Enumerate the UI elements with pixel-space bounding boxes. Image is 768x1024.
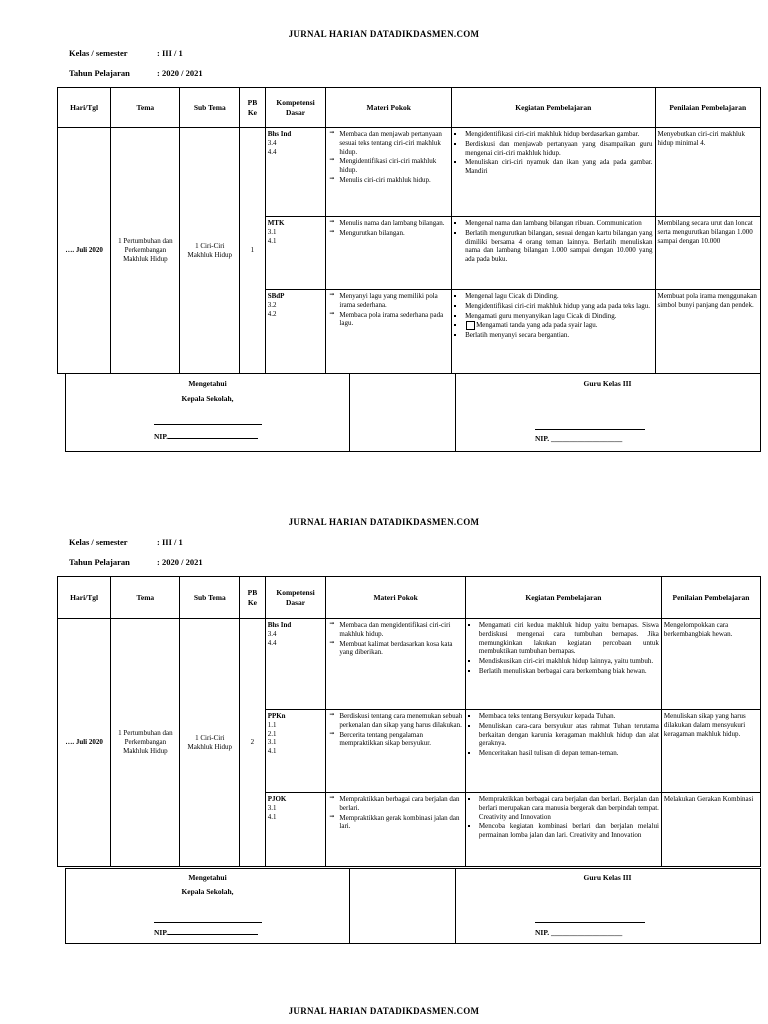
header-kegiatan: Kegiatan Pembelajaran bbox=[465, 577, 661, 619]
kd-item: 1.1 bbox=[267, 720, 277, 729]
kegiatan-item: ▪ Berlatih menyanyi secara bergantian. bbox=[465, 331, 652, 340]
next-journal-title: JURNAL HARIAN DATADIKDASMEN.COM bbox=[288, 1006, 480, 1016]
penilaian-cell: Membilang secara urut dan loncat serta mengurutkan bilangan 1.000 sampai dengan 10.000 bbox=[655, 217, 760, 290]
materi-cell bbox=[326, 710, 466, 793]
signature-right bbox=[455, 374, 760, 451]
table-row bbox=[58, 619, 761, 710]
header-materi: Materi Pokok bbox=[326, 577, 466, 619]
materi-item: ➞ Mempraktikkan gerak kombinasi jalan dan lari. bbox=[339, 814, 463, 832]
kegiatan-item: ▪ Mencoba kegiatan kombinasi berlari dan berjalan melalui permainan lomba jalan dan lari. Creativity and Innovation bbox=[479, 822, 659, 840]
materi-item: ➞ Menulis nama dan lambang bilangan. bbox=[339, 219, 449, 228]
kd-cell bbox=[265, 619, 326, 710]
header-kegiatan: Kegiatan Pembelajaran bbox=[452, 88, 655, 128]
materi-item: ➞ Menyanyi lagu yang memiliki pola irama sederhana. bbox=[339, 292, 449, 310]
nip-left bbox=[154, 432, 258, 441]
tema-cell: 1 Pertumbuhan dan Perkembangan Makhluk Hidup bbox=[111, 128, 180, 374]
signature-line bbox=[535, 429, 645, 430]
signature-right bbox=[455, 869, 760, 943]
kegiatan-cell bbox=[465, 619, 661, 710]
guru-kelas-label: Guru Kelas III bbox=[583, 379, 632, 388]
kepala-sekolah-label: Kepala Sekolah, bbox=[181, 887, 234, 896]
kd-item: 3.4 bbox=[267, 629, 277, 638]
signature-left bbox=[66, 869, 350, 943]
tahun-value: : 2020 / 2021 bbox=[157, 557, 203, 567]
journal-title: JURNAL HARIAN DATADIKDASMEN.COM bbox=[288, 517, 480, 527]
kd-cell bbox=[265, 710, 326, 793]
signature-middle bbox=[349, 374, 456, 451]
kelas-value: : III / 1 bbox=[157, 537, 183, 547]
kegiatan-item: ▪ Berlatih mengurutkan bilangan, sesuai dengan kartu bilangan yang dimiliki bersama 4 orang teman lainnya. Berlatih menuliskan nama dan lambang bilangan 1.000 sampai dengan 10.000 yang ada pada buku. bbox=[465, 229, 652, 264]
mengetahui-label: Mengetahui bbox=[188, 873, 227, 882]
materi-cell bbox=[326, 128, 452, 217]
materi-item: ➞ Membaca pola irama sederhana pada lagu. bbox=[339, 311, 449, 329]
kd-item: 3.1 bbox=[267, 227, 277, 236]
materi-item: ➞ Membuat kalimat berdasarkan kosa kata yang diberikan. bbox=[339, 640, 463, 658]
header-materi: Materi Pokok bbox=[326, 88, 452, 128]
nip-label: NIP. bbox=[154, 928, 169, 937]
kd-cell bbox=[265, 128, 326, 217]
tahun-pelajaran bbox=[69, 68, 203, 78]
kd-item: 3.4 bbox=[267, 138, 277, 147]
kegiatan-cell bbox=[465, 710, 661, 793]
kegiatan-item: ▪ Berlatih menuliskan berbagai cara berkembang biak hewan. bbox=[479, 667, 659, 676]
kelas-label: Kelas / semester bbox=[69, 48, 128, 58]
journal-table bbox=[57, 576, 761, 867]
kegiatan-text: Mengamati tanda yang ada pada syair lagu. bbox=[476, 321, 598, 330]
subtema-cell: 1 Ciri-Ciri Makhluk Hidup bbox=[180, 128, 240, 374]
header-penilaian: Penilaian Pembelajaran bbox=[655, 88, 760, 128]
tema-cell: 1 Pertumbuhan dan Perkembangan Makhluk Hidup bbox=[111, 619, 180, 867]
subject-label: PJOK bbox=[267, 795, 287, 803]
header-penilaian: Penilaian Pembelajaran bbox=[661, 577, 760, 619]
nip-right: NIP. ___________________ bbox=[535, 928, 623, 937]
signature-block bbox=[65, 373, 761, 452]
mengetahui-label: Mengetahui bbox=[188, 379, 227, 388]
kelas-label: Kelas / semester bbox=[69, 537, 128, 547]
kegiatan-item: ▪ Mengamati ciri kedua makhluk hidup yaitu bernapas. Siswa berdiskusi mengenai cara tumbuhan bernapas. Jika memungkinkan lakukan kegiatan percobaan untuk membuktikan tumbuhan bernapas. bbox=[479, 621, 659, 656]
penilaian-cell: Menyebutkan ciri-ciri makhluk hidup minimal 4. bbox=[655, 128, 760, 217]
kegiatan-item: ▪ Mengamati guru menyanyikan lagu Cicak di Dinding. bbox=[465, 312, 652, 321]
subtema-cell: 1 Ciri-Ciri Makhluk Hidup bbox=[180, 619, 240, 867]
materi-item: ➞ Berdiskusi tentang cara menemukan sebuah perkenalan dan sikap yang harus dilakukan. bbox=[339, 712, 463, 730]
journal-title: JURNAL HARIAN DATADIKDASMEN.COM bbox=[288, 29, 480, 39]
square-symbol-icon bbox=[466, 321, 475, 330]
pb-cell: 1 bbox=[240, 128, 266, 374]
header-pb: PB Ke bbox=[240, 88, 266, 128]
subject-label: SBdP bbox=[267, 292, 285, 300]
materi-cell bbox=[326, 217, 452, 290]
tahun-label: Tahun Pelajaran bbox=[69, 557, 130, 567]
materi-item: ➞ Membaca dan mengidentifikasi ciri-ciri makhluk hidup. bbox=[339, 621, 463, 639]
kegiatan-item: ▪ Mengidentifikasi ciri-ciri makhluk hidup berdasarkan gambar. bbox=[465, 130, 652, 139]
header-tema: Tema bbox=[111, 577, 180, 619]
penilaian-cell: Mengelompokkan cara berkembangbiak hewan. bbox=[661, 619, 760, 710]
kelas-value: : III / 1 bbox=[157, 48, 183, 58]
materi-item: ➞ Mempraktikkan berbagai cara berjalan dan berlari. bbox=[339, 795, 463, 813]
kegiatan-item: ▪ Mengenal nama dan lambang bilangan ribuan. Communication bbox=[465, 219, 652, 228]
header-subtema: Sub Tema bbox=[180, 577, 240, 619]
kegiatan-item: ▪ Membaca teks tentang Bersyukur kepada Tuhan. bbox=[479, 712, 659, 721]
hari-cell: …. Juli 2020 bbox=[58, 128, 111, 374]
tahun-label: Tahun Pelajaran bbox=[69, 68, 130, 78]
header-hari: Hari/Tgl bbox=[58, 577, 111, 619]
kegiatan-cell bbox=[452, 217, 655, 290]
pb-cell: 2 bbox=[240, 619, 266, 867]
kegiatan-item: ▪ Mengidentifikasi ciri-ciri makhluk hidup yang ada pada teks lagu. bbox=[465, 302, 652, 311]
materi-item: ➞ Mengurutkan bilangan. bbox=[339, 229, 449, 238]
nip-right: NIP. ___________________ bbox=[535, 434, 623, 443]
materi-cell bbox=[326, 793, 466, 867]
kegiatan-item: ▪ Mengenal lagu Cicak di Dinding. bbox=[465, 292, 652, 301]
kelas-semester bbox=[69, 537, 183, 547]
kegiatan-item bbox=[465, 321, 652, 330]
kd-cell bbox=[265, 217, 326, 290]
header-hari: Hari/Tgl bbox=[58, 88, 111, 128]
signature-left bbox=[66, 374, 350, 451]
header-tema: Tema bbox=[111, 88, 180, 128]
materi-item: ➞ Mengidentifikasi ciri-ciri makhluk hidup. bbox=[339, 157, 449, 175]
kd-cell bbox=[265, 793, 326, 867]
kd-item: 4.1 bbox=[267, 236, 277, 245]
tahun-value: : 2020 / 2021 bbox=[157, 68, 203, 78]
header-pb: PB Ke bbox=[240, 577, 266, 619]
materi-item: ➞ Membaca dan menjawab pertanyaan sesuai teks tentang ciri-ciri makhluk hidup. bbox=[339, 130, 449, 156]
header-subtema: Sub Tema bbox=[180, 88, 240, 128]
signature-line bbox=[154, 424, 262, 425]
kd-item: 3.1 bbox=[267, 738, 277, 747]
subject-label: MTK bbox=[267, 219, 285, 227]
signature-middle bbox=[349, 869, 456, 943]
kegiatan-cell bbox=[452, 290, 655, 374]
kegiatan-item: ▪ Mendiskusikan ciri-ciri makhluk hidup lainnya, yaitu tumbuh. bbox=[479, 657, 659, 666]
hari-cell: …. Juli 2020 bbox=[58, 619, 111, 867]
journal-table bbox=[57, 87, 761, 374]
subject-label: PPKn bbox=[267, 712, 286, 720]
kepala-sekolah-label: Kepala Sekolah, bbox=[181, 394, 234, 403]
penilaian-cell: Menuliskan sikap yang harus dilakukan dalam mensyukuri keragaman makhluk hidup. bbox=[661, 710, 760, 793]
kd-item: 2.1 bbox=[267, 729, 277, 738]
kd-item: 4.4 bbox=[267, 147, 277, 156]
signature-block bbox=[65, 868, 761, 944]
kegiatan-item: ▪ Menceritakan hasil tulisan di depan teman-teman. bbox=[479, 749, 659, 758]
signature-line bbox=[535, 922, 645, 923]
header-kd: Kompetensi Dasar bbox=[265, 88, 326, 128]
kegiatan-item: ▪ Berdiskusi dan menjawab pertanyaan yang disampaikan guru mengenai ciri-ciri makhluk hidup. bbox=[465, 140, 652, 158]
kd-item: 4.4 bbox=[267, 638, 277, 647]
kd-item: 4.1 bbox=[267, 747, 277, 755]
kegiatan-item: ▪ Menuliskan cara-cara bersyukur atas rahmat Tuhan terutama berkaitan dengan karunia keragaman makhluk hidup dan alat geraknya. bbox=[479, 722, 659, 748]
penilaian-cell: Melakukan Gerakan Kombinasi bbox=[661, 793, 760, 867]
kegiatan-item: ▪ Menuliskan ciri-ciri nyamuk dan ikan yang ada pada gambar. Mandiri bbox=[465, 158, 652, 176]
kd-item: 4.1 bbox=[267, 812, 277, 821]
kegiatan-cell bbox=[452, 128, 655, 217]
kegiatan-item: ▪ Mempraktikkan berbagai cara berjalan dan berlari. Berjalan dan berlari merupakan cara manusia bergerak dan berpindah tempat. Creativity and Innovation bbox=[479, 795, 659, 821]
tahun-pelajaran bbox=[69, 557, 203, 567]
kd-item: 3.2 bbox=[267, 300, 277, 309]
kd-cell bbox=[265, 290, 326, 374]
kd-item: 4.2 bbox=[267, 309, 277, 318]
materi-cell bbox=[326, 290, 452, 374]
nip-left bbox=[154, 928, 258, 937]
subject-label: Bhs Ind bbox=[267, 621, 292, 629]
materi-cell bbox=[326, 619, 466, 710]
kelas-semester bbox=[69, 48, 183, 58]
materi-item: ➞ Bercerita tentang pengalaman mempraktikkan sikap bersyukur. bbox=[339, 731, 463, 749]
signature-line bbox=[154, 922, 262, 923]
subject-label: Bhs Ind bbox=[267, 130, 292, 138]
table-row bbox=[58, 128, 761, 217]
penilaian-cell: Membuat pola irama menggunakan simbol bunyi panjang dan pendek. bbox=[655, 290, 760, 374]
kegiatan-cell bbox=[465, 793, 661, 867]
header-kd: Kompetensi Dasar bbox=[265, 577, 326, 619]
guru-kelas-label: Guru Kelas III bbox=[583, 873, 632, 882]
kd-item: 3.1 bbox=[267, 803, 277, 812]
materi-item: ➞ Menulis ciri-ciri makhluk hidup. bbox=[339, 176, 449, 185]
nip-label: NIP. bbox=[154, 432, 169, 441]
